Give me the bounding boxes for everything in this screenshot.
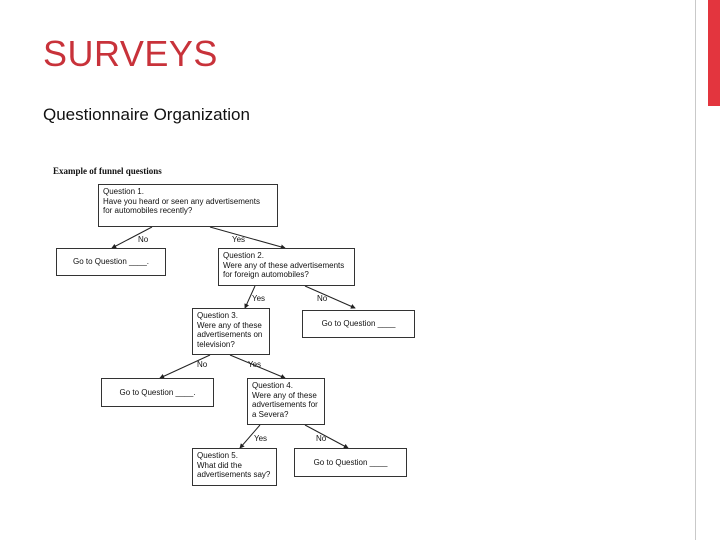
q3-no-label: No [197,360,208,369]
slide-title: SURVEYS [43,33,218,74]
question-4-line-2: advertisements for [252,400,318,409]
question-5-line-2: advertisements say? [197,470,271,479]
q2-no-label: No [317,294,328,303]
goto-label-1: Go to Question ____. [72,257,150,267]
question-3-line-1: Were any of these [197,320,262,330]
question-3-heading: Question 3. [197,311,238,320]
question-4-box [247,378,325,425]
question-4-heading: Question 4. [252,381,293,390]
question-1-line-1: Have you heard or seen any advertisements [103,196,260,206]
question-3-box [192,308,270,355]
q1-yes-label: Yes [232,235,246,244]
question-1-line-2: for automobiles recently? [103,206,193,215]
question-3-line-2: advertisements on [197,330,263,339]
arrow-q2-no [305,286,355,308]
goto-label-2: Go to Question ____ [321,319,396,329]
q1-no-label: No [138,235,149,244]
question-2-line-1: Were any of these advertisements [223,260,345,270]
question-4-line-1: Were any of these [252,390,317,400]
arrow-q4-no [305,425,348,448]
accent-bar [708,0,720,106]
question-2-heading: Question 2. [223,251,264,260]
question-5-box [192,448,277,486]
q4-yes-label: Yes [254,434,268,443]
question-1-heading: Question 1. [103,187,144,196]
goto-label-3: Go to Question ____. [119,387,196,397]
question-5-line-1: What did the [197,460,242,470]
question-2-box [218,248,355,286]
funnel-diagram [40,160,430,495]
q3-yes-label: Yes [248,360,262,369]
goto-box-4 [294,448,407,477]
arrow-q1-yes [210,227,285,248]
question-3-line-3: television? [197,339,235,349]
goto-label-4: Go to Question ____ [313,457,388,467]
q2-yes-label: Yes [252,294,266,303]
diagram-caption: Example of funnel questions [53,166,162,176]
slide-subtitle: Questionnaire Organization [43,105,250,124]
goto-box-2 [302,310,415,338]
right-divider [695,0,696,540]
q4-no-label: No [316,434,327,443]
question-5-heading: Question 5. [197,451,238,460]
question-4-line-3: a Severa? [252,409,289,419]
goto-box-3 [101,378,214,407]
question-1-box [98,184,278,227]
goto-box-1 [56,248,166,276]
question-2-line-2: for foreign automobiles? [223,270,309,279]
